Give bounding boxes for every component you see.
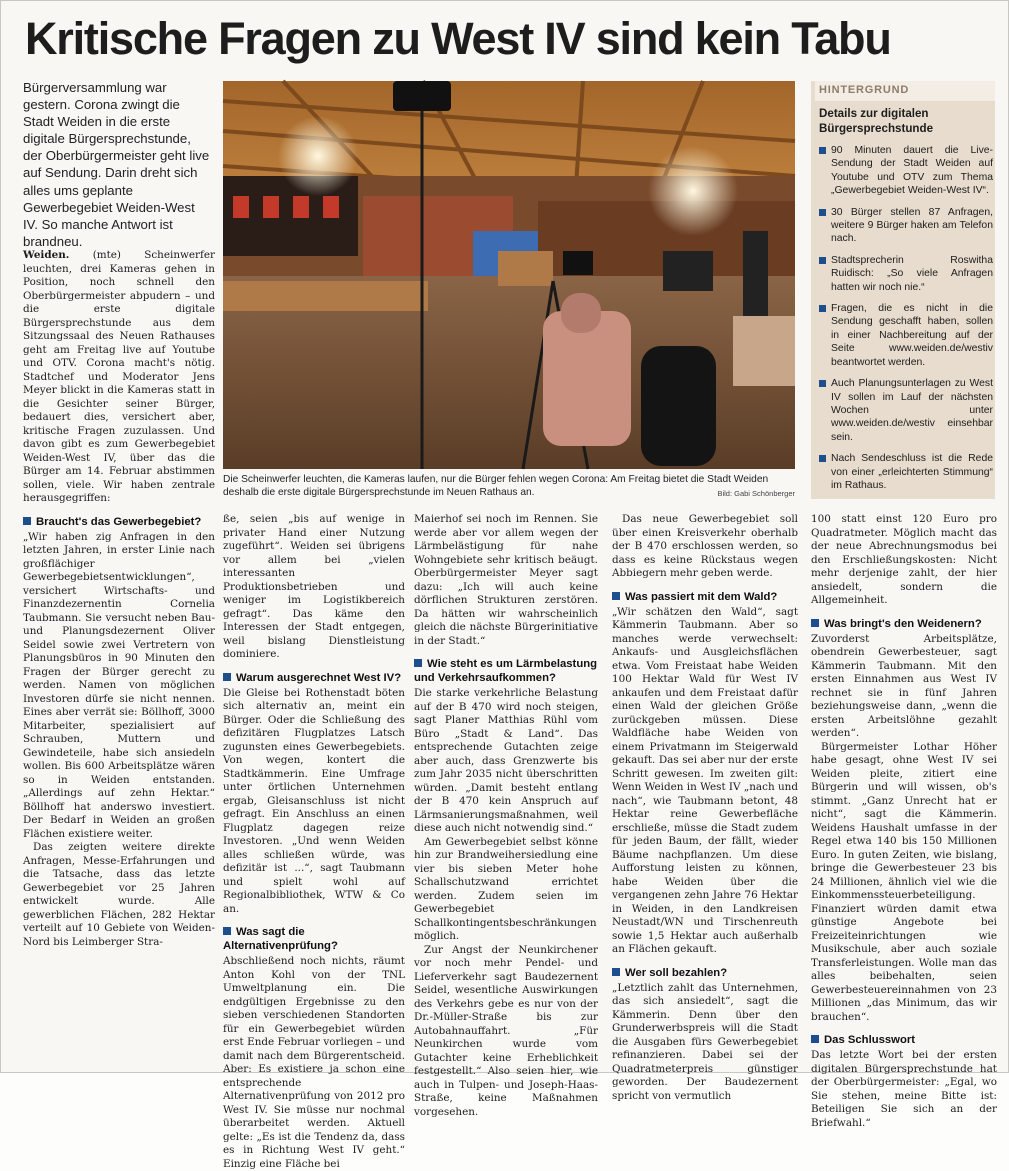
article-paragraph: Maierhof sei noch im Rennen. Sie werde aber vor allem wegen der Lärmbelästigung für nahe Wohngebiete sehr kritisch beäugt. Oberbürgermeister Meyer sagt dazu: „Ich will auch keine dörflichen Strukturen zerstören. Da hätten wir wahrscheinlich gleich die nächste Bürgerinitiative in der Stadt.“ (414, 513, 598, 647)
article-paragraph: Das neue Gewerbegebiet soll über einen Kreisverkehr oberhalb der B 470 erschlossen werden, so dass es keine Rückstaus wegen Abbiegern mehr geben werde. (612, 513, 798, 579)
article-photo (223, 81, 795, 469)
background-item-text: 90 Minuten dauert die Live-Sendung der Stadt Weiden auf Youtube und OTV zum Thema „Gewerbegebiet Weiden-West IV“. (831, 145, 993, 197)
background-item-text: 30 Bürger stellen 87 Anfragen, weitere 9 Bürger haken am Telefon nach. (831, 206, 993, 245)
heading-square-icon (223, 673, 231, 681)
article-paragraph: Zur Angst der Neunkirchener vor noch mehr Pendel- und Lieferverkehr sagt Baudezernent Seidel, wesentliche Auswirkungen des Verkehrs gebe es nur von der Dr.-Müller-Straße bis zur Autobahnauffahrt. „Für Neunkirchen wurde vom Gutachter keine Erheblichkeit festgestellt.“ Also seien hier, wie auch in Tulpen- und Joseph-Haas-Straße, keine Maßnahmen vorgesehen. (414, 943, 598, 1118)
section-heading (223, 925, 405, 953)
article-paragraph: Die starke verkehrliche Belastung auf der B 470 wird noch steigen, sagt Planer Matthias Rühl vom Büro „Stadt & Land“. Das entsprechende Gutachten zeige aber auch, dass Grenzwerte bis zum Jahr 2035 nicht überschritten würden. „Damit besteht entlang der B 470 kein Anspruch auf Lärmsanierungsmaßnahmen, weil diese auch nicht notwendig sind.“ (414, 687, 598, 834)
heading-square-icon (223, 927, 231, 935)
article-lead: Bürgerversammlung war gestern. Corona zwingt die Stadt Weiden in die erste digitale Bürgersprechstunde, der Oberbürgermeister geht live auf Sendung. Darin dreht sich alles ums geplante Gewerbegebiet Weiden-West IV. So manche Antwort ist brandneu. (23, 80, 210, 249)
article-paragraph: Das letzte Wort bei der ersten digitalen Bürgersprechstunde hat der Oberbürgermeister: „Egal, wo Sie stehen, meine Bitte ist: Beteiligen Sie sich an der Briefwahl.“ (811, 1049, 997, 1129)
heading-square-icon (811, 1035, 819, 1043)
heading-square-icon (612, 968, 620, 976)
section-heading (414, 657, 598, 685)
bullet-square-icon (819, 305, 826, 312)
paragraph-text: (mte) Scheinwerfer leuchten, drei Kameras gehen in Position, noch schnell den Oberbürgermeister abpudern – und die erste digitale Bürgersprechstunde aus dem Sitzungssaal des Neuen Rathauses geht am Freitag live auf Youtube und OTV. Corona macht's nötig. Stadtchef und Moderator Jens Meyer blickt in die Kameras statt in die Gesichter seiner Bürger, bedauert dies, versichert aber, kritische Fragen zuzulassen. Und davon gibt es zum Gewerbegebiet Weiden-West IV, über das die Bürger am 14. Februar abstimmen sollen, viele. Wir haben zentrale herausgegriffen: (23, 249, 215, 504)
article-paragraph: Das zeigten weitere direkte Anfragen, Messe-Erfahrungen und die Tatsache, dass das letzte Gewerbegebiet vor 25 Jahren entwickelt wurde. Alle gewerblichen Flächen, 282 Hektar verteilt auf 10 Gebiete von Weiden-Nord bis Leimberger Stra- (23, 841, 215, 948)
article-paragraph: Die Gleise bei Rothenstadt böten sich alternativ an, meint ein Bürger. Oder die Schließung des defizitären Flugplatzes Latsch zugunsten eines Gewerbegebiets. Von wegen, kontert die Stadtkämmerin. Eine Umfrage unter örtlichen Unternehmen ergab, Gleisanschluss ist nicht gefragt. Ein Anschluss an einen Flugplatz dagegen reize Investoren. „Und wenn Weiden alles schließen würde, was defizitär ist ...“, sagt Taubmann und spielt wohl auf Regionalbibliothek, WTW & Co an. (223, 686, 405, 915)
heading-square-icon (23, 517, 31, 525)
article-column-3 (414, 513, 598, 1118)
article-column-4 (612, 513, 798, 1102)
section-heading (811, 617, 997, 631)
photo-credit: Bild: Gabi Schönberger (717, 489, 795, 498)
article-paragraph: Bürgermeister Lothar Höher habe gesagt, ohne West IV sei Weiden pleite, zitiert eine Bürgerin und will wissen, ob's stimmt. „Ganz Unrecht hat er nicht“, sagt die Kämmerin. Weidens Haushalt umfasse in der Regel etwa 140 bis 150 Millionen Euro. In guten Zeiten, wie bislang, bringe die Gewerbesteuer 23 bis 24 Millionen, ähnlich viel wie die Einkommenssteuerbeteiligung. Finanziert würden damit etwa günstige Angebote bei Freizeiteinrichtungen wie Musikschule, aber auch soziale Transferleistungen. Wolle man das alles beibehalten, seien Gewerbesteuereinnahmen von 23 Millionen „das Minimum, das wir brauchen“. (811, 740, 997, 1023)
background-item-text: Auch Planungsunterlagen zu West IV sollen im Lauf der nächsten Wochen unter www.weiden.de/westiv einsehbar sein. (831, 378, 993, 443)
background-item (819, 377, 993, 444)
bullet-square-icon (819, 455, 826, 462)
article-paragraph: ße, seien „bis auf wenige in privater Hand einer Nutzung zugeführt“. Weiden sei übrigens vor allem bei „vielen interessanten Produktionsbetrieben und weniger im Logistikbereich gefragt“. Das käme den Interessen der Stadt entgegen, weil bislang Dienstleistung dominiere. (223, 513, 405, 660)
background-title: Details zur digitalen Bürgersprechstunde (819, 107, 934, 135)
background-kicker: HINTERGRUND (815, 81, 995, 101)
background-box (811, 81, 995, 499)
background-item (819, 452, 993, 492)
article-column-2 (223, 513, 405, 1170)
article-headline: Kritische Fragen zu West IV sind kein Tabu (25, 13, 891, 64)
article-paragraph: Am Gewerbegebiet selbst könne hin zur Brandweihersiedlung eine vier bis sieben Meter hohe Schallschutzwand errichtet werden. Zudem seien im Gewerbegebiet Schallkontingentsbeschränkungen möglich. (414, 835, 598, 942)
bullet-square-icon (819, 209, 826, 216)
article-paragraph: Zuvorderst Arbeitsplätze, obendrein Gewerbesteuer, sagt Kämmerin Taubmann. Mit den ersten Einnahmen aus West IV rechnet sie in fünf Jahren beziehungsweise dann, „wenn die ersten Arbeitslöhne gezahlt werden“. (811, 632, 997, 739)
section-heading-text: Wer soll bezahlen? (625, 966, 728, 979)
article-paragraph: „Letztlich zahlt das Unternehmen, das sich ansiedelt“, sagt die Kämmerin. Denn über den Grunderwerbspreis will die Stadt die Ausgaben fürs Gewerbegebiet refinanzieren. Dabei sei der Quadratmeterpreis günstiger geworden. Der Baudezernent spricht von vermutlich (612, 981, 798, 1102)
background-item-text: Stadtsprecherin Roswitha Ruidisch: „So viele Anfragen hatten wir noch nie.“ (831, 254, 993, 293)
section-heading (23, 515, 215, 529)
section-heading-text: Was bringt's den Weidenern? (824, 617, 982, 630)
heading-square-icon (612, 592, 620, 600)
article-paragraph: Abschließend noch nichts, räumt Anton Kohl von der TNL Umweltplanung ein. Die endgültigen Ergebnisse zu den sieben verschiedenen Standorten für ein Gewerbegebiet würden erst Ende Februar vorliegen – und damit nach dem Bürgerentscheid. Aber: Es existiere ja schon eine entsprechende Alternativenprüfung von 2012 pro West IV. Sie müsse nur nochmal überarbeitet werden. Aktuell gelte: „Es ist die Tendenz da, dass es in Richtung West IV geht.“ Einzig eine Fläche bei (223, 955, 405, 1170)
background-item-text: Nach Sendeschluss ist die Rede von einer „erleichterten Stimmung“ im Rathaus. (831, 453, 993, 491)
background-content (819, 107, 993, 500)
section-heading-text: Warum ausgerechnet West IV? (236, 671, 402, 684)
photo-caption (223, 473, 795, 499)
article-paragraph (23, 249, 215, 506)
article-paragraph: „Wir schätzen den Wald“, sagt Kämmerin Taubmann. Aber so manches werde verwechselt: Ankaufs- und Ausgleichsflächen etwa. Vom Freistaat habe Weiden 100 Hektar Wald für West IV ankaufen und dem Freistaat dafür einen Wald der gleichen Größe zurückgeben müssen. Diese Waldfläche habe Weiden von einem Privatmann im Steigerwald gekauft. Das sei aber nur der erste Schritt gewesen. Im zweiten gilt: Wenn Weiden in West IV „nach und nach“, wie Taubmann betont, 48 Hektar reine Gewerbefläche erschließe, müsse die Stadt zudem für jeden Baum, der fällt, wieder Bäume nachpflanzen. Um diese Aufforstung leisten zu können, habe Weiden über die vergangenen zehn Jahre 76 Hektar in Weiden, in den Landkreisen Neustadt/WN und Tirschenreuth sowie 1,5 Hektar auch außerhalb an Flächen gekauft. (612, 605, 798, 955)
bullet-square-icon (819, 380, 826, 387)
article-column-1 (23, 249, 215, 1074)
dateline: Weiden. (23, 249, 70, 261)
section-heading-text: Was sagt die Alternativenprüfung? (223, 926, 338, 952)
background-item (819, 144, 993, 198)
background-item (819, 206, 993, 246)
section-heading-text: Was passiert mit dem Wald? (625, 590, 778, 603)
article-column-5 (811, 513, 997, 1129)
section-heading (612, 966, 798, 980)
section-heading (612, 590, 798, 604)
article-paragraph: 100 statt einst 120 Euro pro Quadratmeter. Möglich macht das der neue Abrechnungsmodus bei den Erschließungskosten: Nicht mehr derjenige zahlt, der hier ansiedelt, sondern die Allgemeinheit. (811, 513, 997, 606)
section-heading (223, 671, 405, 685)
heading-square-icon (811, 619, 819, 627)
article-paragraph: „Wir haben zig Anfragen in den letzten Jahren, in erster Linie nach großflächiger Gewerbegebietsentwicklungen“, versichert Wirtschafts- und Finanzdezernentin Cornelia Taubmann. Sie versucht neben Bau- und Planungsdezernent Oliver Seidel sowie zwei Vertretern von Planungsbüros in 90 Minuten den Fragen der Bürger gerecht zu werden. Namen von möglichen Investoren dürfe sie nicht nennen. Eines aber verrät sie: Böllhoff, 3000 Mitarbeiter, spezialisiert auf Schrauben, Muttern und Gewindeteile, habe sich ansiedeln wollen. Bis 600 Arbeitsplätze wären so in Weiden entstanden. „Allerdings auf zehn Hektar.“ Böllhoff hat anderswo investiert. Der Bedarf in Weiden an großen Flächen existiere weiter. (23, 530, 215, 840)
background-item (819, 302, 993, 369)
bullet-square-icon (819, 257, 826, 264)
bullet-square-icon (819, 147, 826, 154)
background-item (819, 254, 993, 294)
section-heading-text: Wie steht es um Lärmbelastung und Verkehrsaufkommen? (414, 658, 598, 684)
town-hall-livestream-photo (223, 81, 795, 469)
section-heading (811, 1033, 997, 1047)
background-item-text: Fragen, die es nicht in die Sendung geschafft haben, sollen in einer Nachbereitung auf der Seite www.weiden.de/westiv beantwortet werden. (831, 303, 993, 368)
section-heading-text: Das Schlusswort (824, 1034, 916, 1046)
heading-square-icon (414, 659, 422, 667)
section-heading-text: Braucht's das Gewerbegebiet? (36, 515, 202, 528)
photo-caption-text: Die Scheinwerfer leuchten, die Kameras laufen, nur die Bürger fehlen wegen Corona: Am Freitag bietet die Stadt Weiden deshalb die erste digitale Bürgersprechstunde im Neuen Rathaus an. (223, 474, 769, 498)
